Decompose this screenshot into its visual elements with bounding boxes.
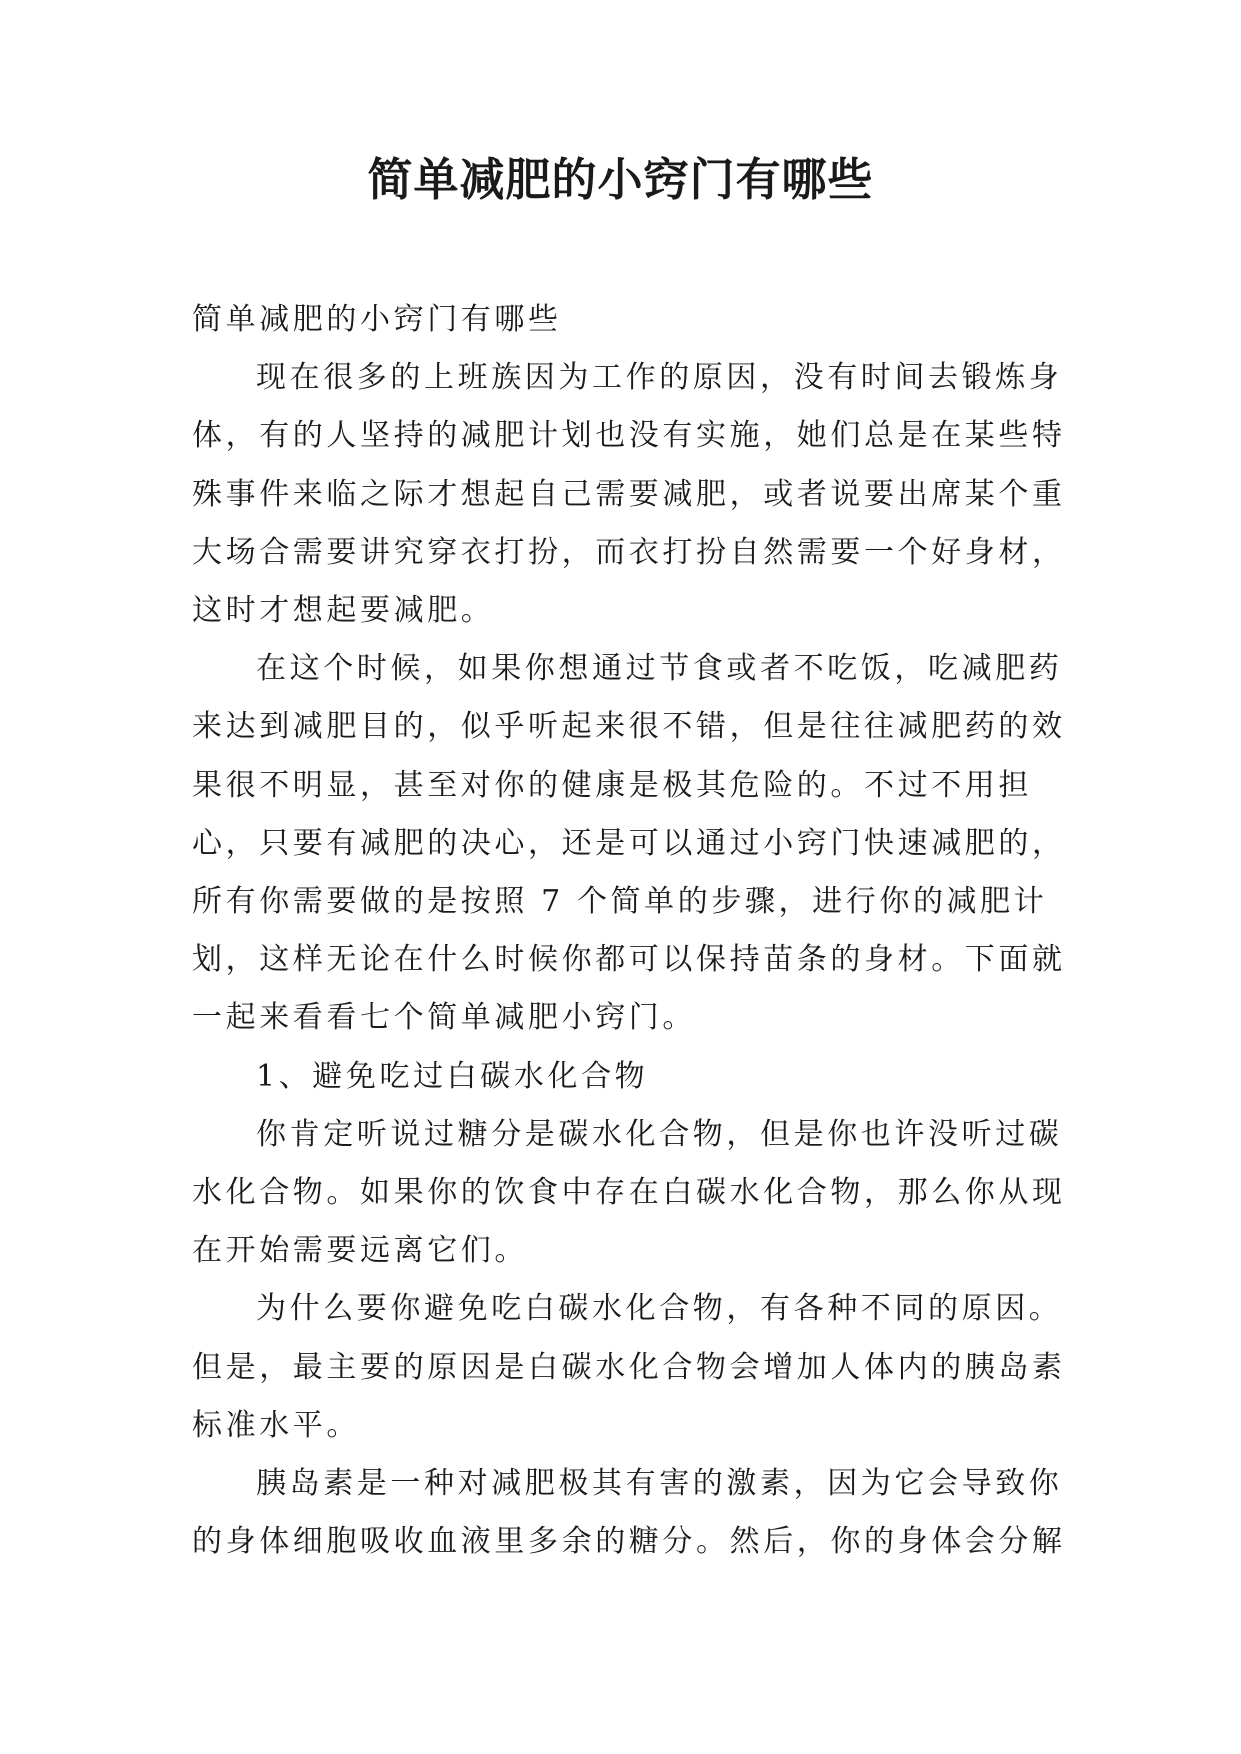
paragraph-background: 在这个时候，如果你想通过节食或者不吃饭，吃减肥药来达到减肥目的，似乎听起来很不错，但是往往减肥药的效果很不明显，甚至对你的健康是极其危险的。不过不用担心，只要有减肥的决心，还是可以通过小窍门快速减肥的，所有你需要做的是按照 7 个简单的步骤，进行你的减肥计划，这样无论在什么时候你都可以保持苗条的身材。下面就一起来看看七个简单减肥小窍门。: [192, 651, 1066, 1036]
paragraph-section-1c: 胰岛素是一种对减肥极其有害的激素，因为它会导致你的身体细胞吸收血液里多余的糖分。然后，你的身体会分解: [192, 1466, 1066, 1560]
document-title: 简单减肥的小窍门有哪些: [367, 153, 874, 206]
document-subtitle: 简单减肥的小窍门有哪些: [192, 302, 562, 337]
paragraph-intro: 现在很多的上班族因为工作的原因，没有时间去锻炼身体，有的人坚持的减肥计划也没有实施，她们总是在某些特殊事件来临之际才想起自己需要减肥，或者说要出席某个重大场合需要讲究穿衣打扮，而衣打扮自然需要一个好身材，这时才想起要减肥。: [192, 360, 1066, 629]
paragraph-section-1b: 为什么要你避免吃白碳水化合物，有各种不同的原因。但是，最主要的原因是白碳水化合物会增加人体内的胰岛素标准水平。: [192, 1291, 1066, 1443]
section-heading-1: 1、避免吃过白碳水化合物: [256, 1058, 649, 1094]
paragraph-section-1a: 你肯定听说过糖分是碳水化合物，但是你也许没听过碳水化合物。如果你的饮食中存在白碳水化合物，那么你从现在开始需要远离它们。: [192, 1116, 1066, 1269]
document-body: [192, 291, 1072, 1571]
